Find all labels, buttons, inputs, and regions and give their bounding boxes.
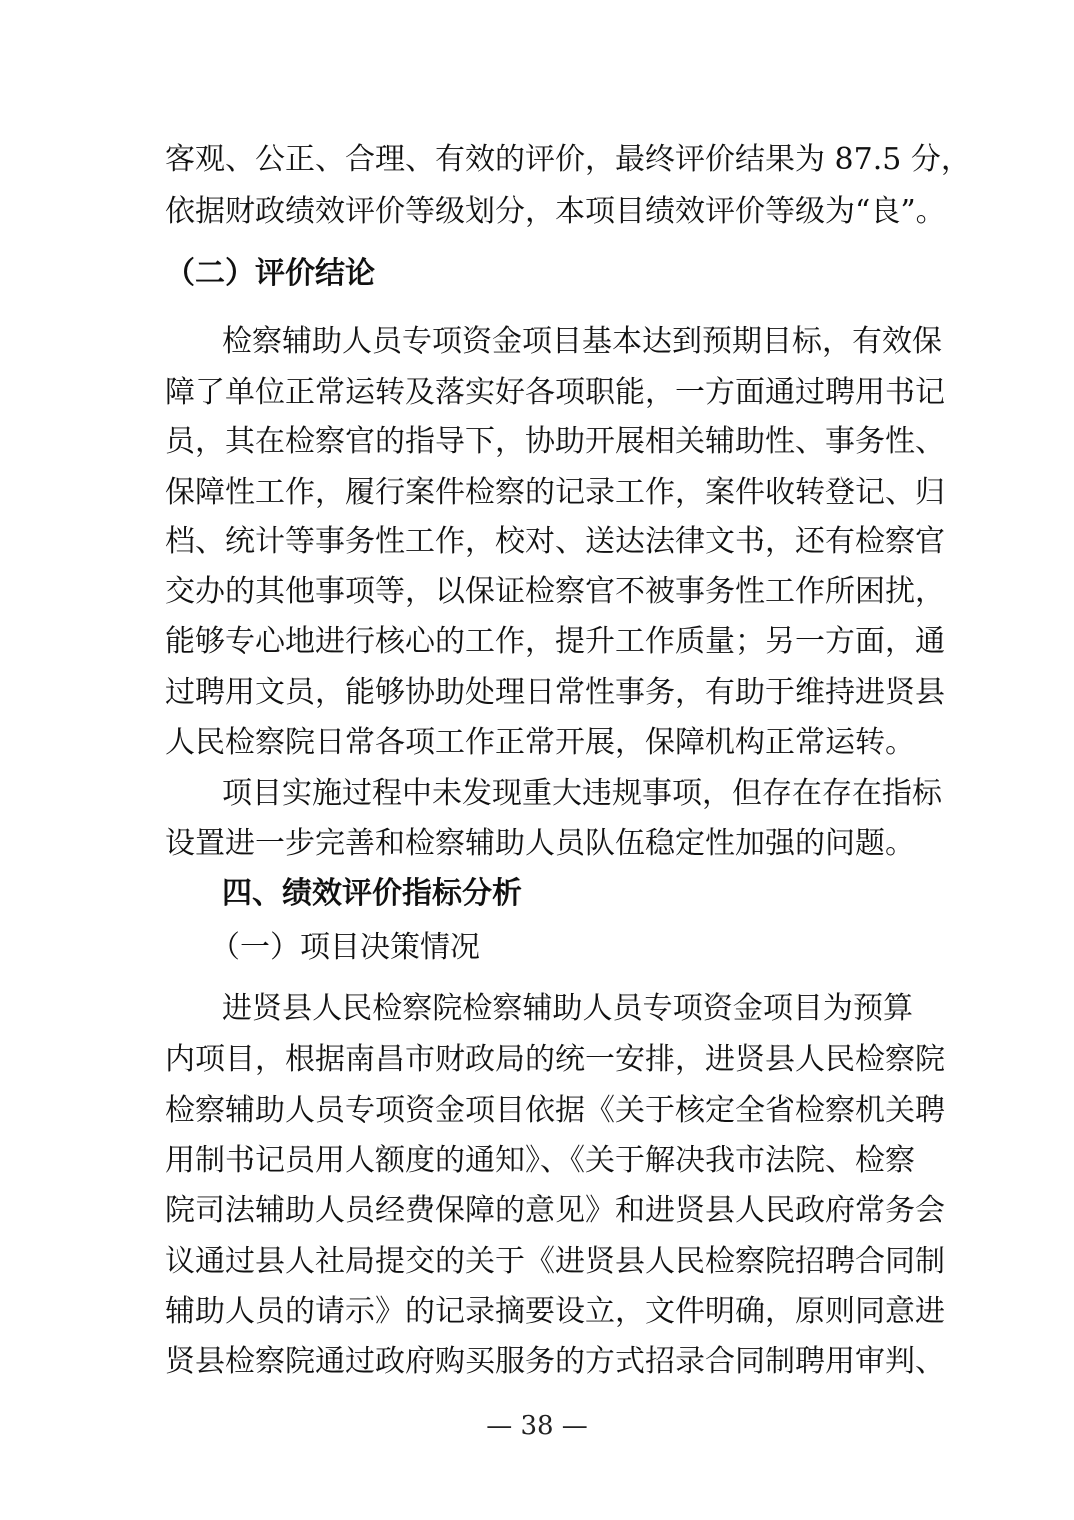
text-line: 障了单位正常运转及落实好各项职能，一方面通过聘用书记 [165, 375, 945, 410]
text-line: 检察辅助人员专项资金项目基本达到预期目标，有效保 [222, 324, 942, 359]
page-number: — 38 — [486, 1411, 588, 1441]
text-line: 交办的其他事项等，以保证检察官不被事务性工作所困扰， [165, 574, 945, 609]
text-line: 过聘用文员，能够协助处理日常性事务，有助于维持进贤县 [165, 675, 945, 710]
text-line: 档、统计等事务性工作，校对、送达法律文书，还有检察官 [165, 524, 945, 559]
text-line: 项目实施过程中未发现重大违规事项，但存在存在指标 [222, 776, 942, 811]
text-line: 院司法辅助人员经费保障的意见》和进贤县人民政府常务会 [165, 1193, 945, 1228]
text-line: 人民检察院日常各项工作正常开展，保障机构正常运转。 [165, 725, 915, 760]
sub-heading: （一）项目决策情况 [210, 930, 480, 965]
section-heading: 四、绩效评价指标分析 [222, 876, 522, 911]
text-line: 内项目，根据南昌市财政局的统一安排，进贤县人民检察院 [165, 1042, 945, 1077]
text-line: 贤县检察院通过政府购买服务的方式招录合同制聘用审判、 [165, 1344, 945, 1379]
section-subheading: （二）评价结论 [165, 256, 375, 291]
text-line: 能够专心地进行核心的工作，提升工作质量；另一方面，通 [165, 624, 945, 659]
text-line: 客观、公正、合理、有效的评价，最终评价结果为 87.5 分， [165, 142, 971, 177]
text-line: 议通过县人社局提交的关于《进贤县人民检察院招聘合同制 [165, 1244, 945, 1279]
text-line: 检察辅助人员专项资金项目依据《关于核定全省检察机关聘 [165, 1093, 945, 1128]
text-line: 辅助人员的请示》的记录摘要设立，文件明确，原则同意进 [165, 1294, 945, 1329]
text-line: 用制书记员用人额度的通知》、《关于解决我市法院、检察 [165, 1143, 915, 1178]
text-line: 员，其在检察官的指导下，协助开展相关辅助性、事务性、 [165, 424, 945, 459]
text-line: 保障性工作，履行案件检察的记录工作，案件收转登记、归 [165, 475, 945, 510]
text-line: 设置进一步完善和检察辅助人员队伍稳定性加强的问题。 [165, 826, 915, 861]
text-line: 依据财政绩效评价等级划分，本项目绩效评价等级为“良”。 [165, 194, 946, 229]
text-line: 进贤县人民检察院检察辅助人员专项资金项目为预算 [222, 991, 913, 1026]
